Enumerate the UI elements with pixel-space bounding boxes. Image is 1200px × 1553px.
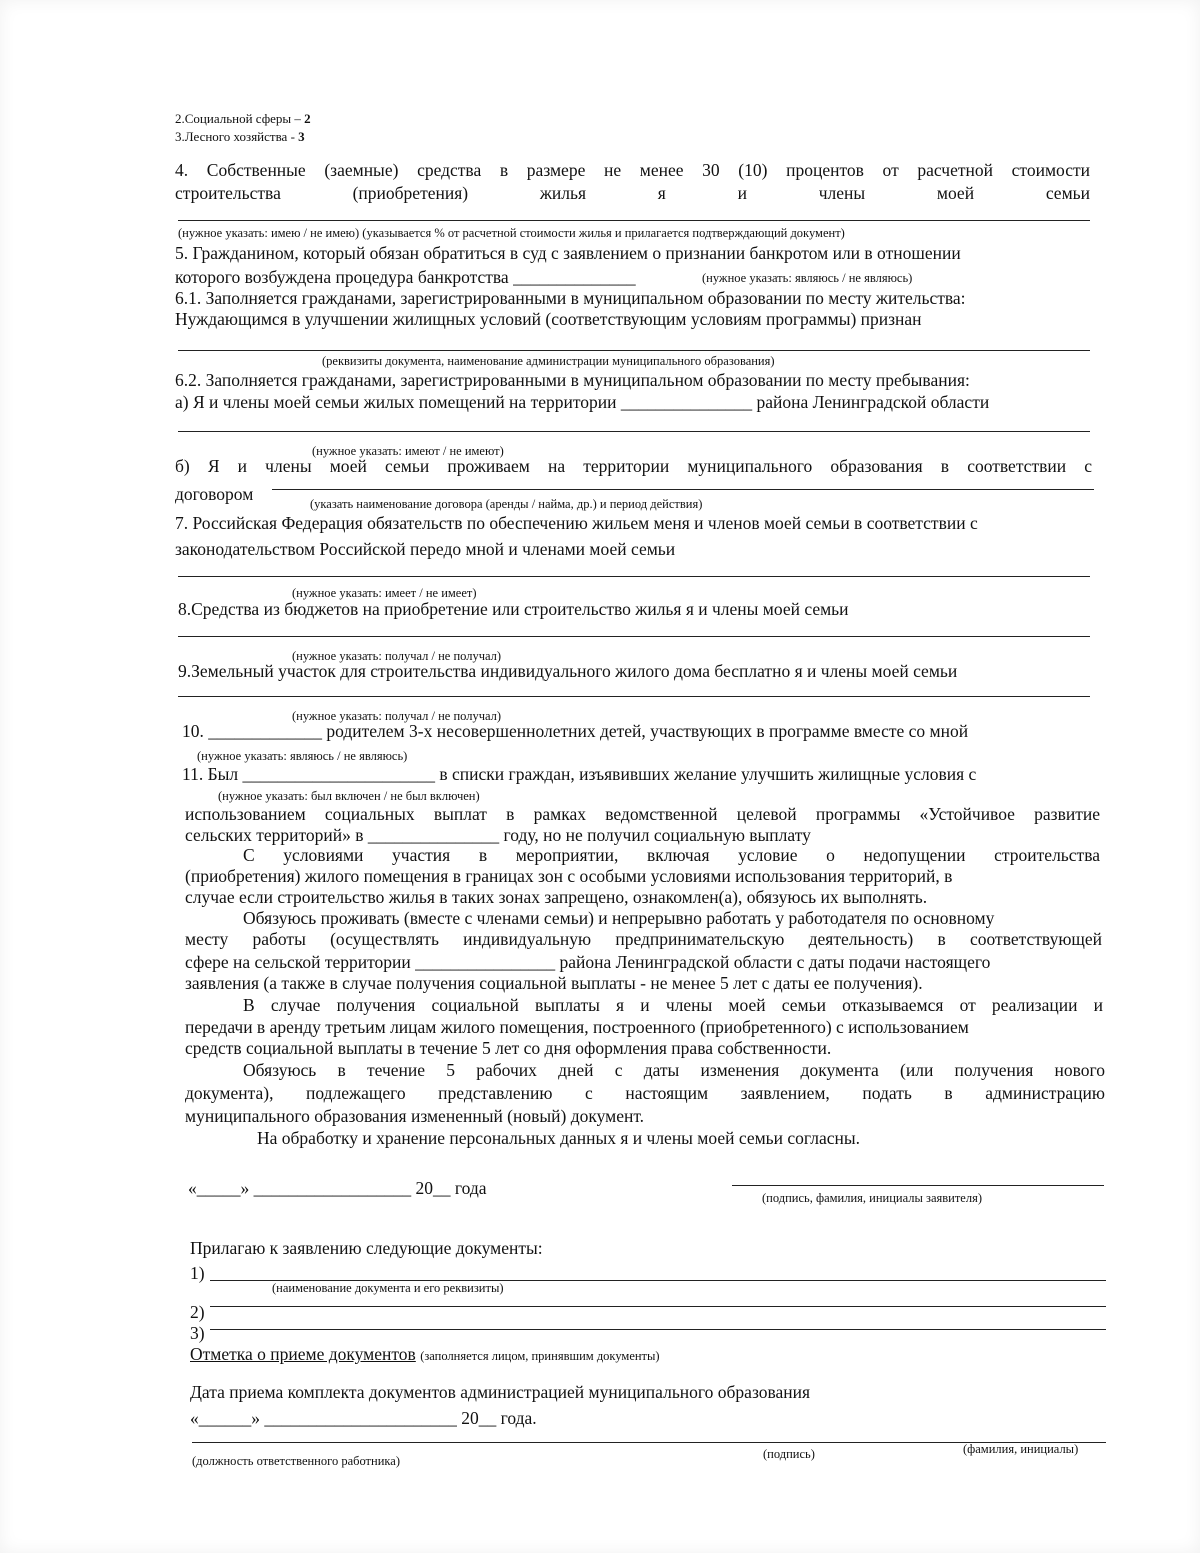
- item-9-answer-line[interactable]: [178, 696, 1090, 697]
- item-6-1-answer-line[interactable]: [178, 350, 1090, 351]
- applicant-signature-hint: (подпись, фамилия, инициалы заявителя): [762, 1191, 983, 1205]
- item-10-line-1: 10. _____________ родителем 3-х несовершеннолетних детей, участвующих в программе вместе со мной: [182, 721, 969, 741]
- paragraph-2-line-2: месту работы (осуществлять индивидуальную предпринимательскую деятельность) в соответствующей: [185, 929, 1102, 949]
- item-6-2b-answer-line[interactable]: [272, 489, 1094, 490]
- item-4-hint: (нужное указать: имею / не имею) (указывается % от расчетной стоимости жилья и прилагается подтверждающий документ): [178, 226, 845, 240]
- item-4-line-1: 4. Собственные (заемные) средства в размере не менее 30 (10) процентов от расчетной стоимости: [175, 160, 1090, 180]
- attachment-2-number: 2): [190, 1302, 205, 1322]
- item-10-hint: (нужное указать: являюсь / не являюсь): [197, 749, 408, 763]
- paragraph-1-line-1: С условиями участия в мероприятии, включая условие о недопущении строительства: [243, 845, 1100, 865]
- attachment-3-number: 3): [190, 1323, 205, 1343]
- reception-title: Дата приема комплекта документов администрацией муниципального образования: [190, 1382, 811, 1402]
- applicant-signature-line[interactable]: [732, 1185, 1104, 1186]
- item-5-line-1: 5. Гражданином, который обязан обратиться в суд с заявлением о признании банкротом или в отношении: [175, 243, 961, 263]
- attachment-2-line[interactable]: [210, 1306, 1106, 1307]
- paragraph-2-line-1: Обязуюсь проживать (вместе с членами семьи) и непрерывно работать у работодателя по основному: [243, 908, 995, 928]
- reception-position-hint: (должность ответственного работника): [192, 1454, 400, 1468]
- item-7-line-2: законодательством Российской передо мной и членами моей семьи: [175, 539, 676, 559]
- item-6-2b-hint: (указать наименование договора (аренды / найма, др.) и период действия): [310, 497, 703, 511]
- item-6-1-hint: (реквизиты документа, наименование администрации муниципального образования): [322, 354, 775, 368]
- item-9-hint: (нужное указать: получал / не получал): [292, 709, 502, 723]
- item-11-hint: (нужное указать: был включен / не был включен): [218, 789, 480, 803]
- header-line-forest: 3.Лесного хозяйства - 3: [175, 129, 305, 144]
- item-4-answer-line[interactable]: [178, 220, 1090, 221]
- paragraph-4-line-3: муниципального образования измененный (новый) документ.: [185, 1106, 645, 1126]
- reception-date-line[interactable]: «______» ______________________ 20__ года.: [190, 1408, 537, 1428]
- paragraph-5-line-1: На обработку и хранение персональных данных я и члены моей семьи согласны.: [257, 1128, 860, 1148]
- item-8-answer-line[interactable]: [178, 636, 1090, 637]
- paragraph-3-line-3: средств социальной выплаты в течение 5 лет со дня оформления права собственности.: [185, 1038, 832, 1058]
- reception-mark: [190, 1346, 660, 1364]
- item-4-line-2: строительства (приобретения) жилья я и члены моей семьи: [175, 183, 1090, 203]
- item-6-2b-line-2: договором: [175, 484, 254, 504]
- paragraph-4-line-2: документа), подлежащего представлению с настоящим заявлением, подать в администрацию: [185, 1083, 1105, 1103]
- item-7-line-1: 7. Российская Федерация обязательств по обеспечению жильем меня и членов моей семьи в соответствии с: [175, 513, 978, 533]
- item-8-hint: (нужное указать: получал / не получал): [292, 649, 502, 663]
- paragraph-4-line-1: Обязуюсь в течение 5 рабочих дней с даты изменения документа (или получения нового: [243, 1060, 1105, 1080]
- item-5-hint: (нужное указать: являюсь / не являюсь): [702, 271, 913, 285]
- paragraph-3-line-2: передачи в аренду третьим лицам жилого помещения, построенного (приобретенного) с использованием: [185, 1017, 969, 1037]
- attachment-3-line[interactable]: [210, 1329, 1106, 1330]
- item-11-line-2: использованием социальных выплат в рамках ведомственной целевой программы «Устойчивое развитие: [185, 804, 1100, 824]
- item-7-answer-line[interactable]: [178, 576, 1090, 577]
- paragraph-2-line-3: сфере на сельской территории ________________ района Ленинградской области с даты подачи настоящего: [185, 952, 991, 972]
- paragraph-3-line-1: В случае получения социальной выплаты я и члены моей семьи отказываемся от реализации и: [243, 995, 1103, 1015]
- reception-mark-hint: (заполняется лицом, принявшим документы): [420, 1349, 660, 1363]
- item-9-line-1: 9.Земельный участок для строительства индивидуального жилого дома бесплатно я и члены моей семьи: [178, 661, 958, 681]
- item-8-line-1: 8.Средства из бюджетов на приобретение или строительство жилья я и члены моей семьи: [178, 599, 849, 619]
- reception-name-hint: (фамилия, инициалы): [963, 1442, 1079, 1456]
- applicant-date-line[interactable]: «_____» __________________ 20__ года: [188, 1178, 487, 1198]
- attachment-1-number: 1): [190, 1263, 205, 1283]
- item-6-1-line-1: 6.1. Заполняется гражданами, зарегистрированными в муниципальном образовании по месту жительства:: [175, 288, 966, 308]
- item-11-line-1: 11. Был ______________________ в списки граждан, изъявивших желание улучшить жилищные условия с: [182, 764, 977, 784]
- item-6-2-hint: (нужное указать: имеют / не имеют): [312, 444, 504, 458]
- attachment-1-hint: (наименование документа и его реквизиты): [272, 1281, 504, 1295]
- header-line-social: 2.Социальной сферы – 2: [175, 111, 311, 126]
- reception-sign-hint: (подпись): [763, 1447, 815, 1461]
- item-11-line-3: сельских территорий» в _______________ году, но не получил социальную выплату: [185, 825, 811, 845]
- item-6-2-answer-line[interactable]: [178, 431, 1090, 432]
- paragraph-2-line-4: заявления (а также в случае получения социальной выплаты - не менее 5 лет с даты ее получения).: [185, 973, 923, 993]
- item-5-line-2: которого возбуждена процедура банкротства ______________: [175, 267, 636, 287]
- item-6-2-line-1: 6.2. Заполняется гражданами, зарегистрированными в муниципальном образовании по месту пребывания:: [175, 370, 970, 390]
- attachments-title: Прилагаю к заявлению следующие документы:: [190, 1238, 543, 1258]
- reception-mark-label: Отметка о приеме документов: [190, 1344, 416, 1364]
- item-6-2b-line-1: б) Я и члены моей семьи проживаем на территории муниципального образования в соответствии с: [175, 456, 1092, 476]
- paragraph-1-line-2: (приобретения) жилого помещения в границах зон с особыми условиями использования территорий, в: [185, 866, 953, 886]
- item-6-1-line-2: Нуждающимся в улучшении жилищных условий (соответствующим условиям программы) признан: [175, 309, 922, 329]
- item-7-hint: (нужное указать: имеет / не имеет): [292, 586, 477, 600]
- item-6-2-line-2: а) Я и члены моей семьи жилых помещений на территории _______________ района Ленинградской области: [175, 392, 990, 412]
- paragraph-1-line-3: случае если строительство жилья в таких зонах запрещено, ознакомлен(а), обязуюсь их выполнять.: [185, 887, 928, 907]
